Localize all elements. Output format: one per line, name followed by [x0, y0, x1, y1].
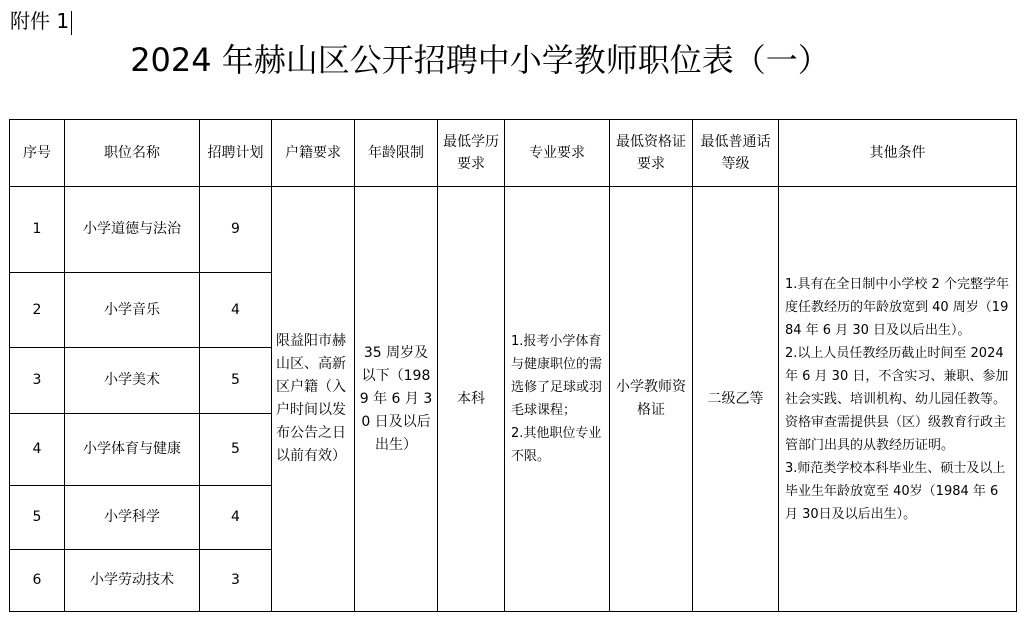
header-mandarin: 最低普通话等级: [693, 120, 779, 187]
text-cursor: [71, 11, 72, 35]
header-position: 职位名称: [65, 120, 200, 187]
row-no: 1: [10, 187, 65, 273]
row-no: 6: [10, 550, 65, 612]
certificate-requirement: 小学教师资格证: [610, 187, 693, 612]
other-conditions: [779, 187, 1017, 612]
major-item: 2.其他职位专业不限。: [511, 426, 602, 464]
page-title: 2024 年赫山区公开招聘中小学教师职位表（一）: [130, 41, 830, 79]
other-item: 1.具有在全日制中小学校 2 个完整学年度任教经历的年龄放宽到 40 周岁（1984 年 6 月 30 日及以后出生）。: [785, 276, 1009, 338]
row-no: 4: [10, 414, 65, 486]
header-other: 其他条件: [779, 120, 1017, 187]
header-education: 最低学历要求: [438, 120, 505, 187]
header-no: 序号: [10, 120, 65, 187]
row-plan: 4: [200, 273, 272, 348]
age-limit: 35 周岁及以下（1989 年 6 月 30 日及以后出生）: [355, 187, 438, 612]
positions-table: [9, 119, 1017, 612]
row-no: 5: [10, 486, 65, 550]
row-plan: 4: [200, 486, 272, 550]
row-position: 小学体育与健康: [65, 414, 200, 486]
header-major: 专业要求: [505, 120, 610, 187]
header-age: 年龄限制: [355, 120, 438, 187]
table-row: [10, 187, 1017, 273]
row-plan: 5: [200, 414, 272, 486]
other-item: 2.以上人员任教经历截止时间至 2024 年 6 月 30 日，不含实习、兼职、参加社会实践、培训机构、幼儿园任教等。资格审查需提供县（区）级教育行政主管部门出具的从教经历证明。: [785, 345, 1009, 453]
header-certificate: 最低资格证要求: [610, 120, 693, 187]
row-no: 3: [10, 348, 65, 414]
mandarin-level: 二级乙等: [693, 187, 779, 612]
row-position: 小学音乐: [65, 273, 200, 348]
other-item: 3.师范类学校本科毕业生、硕士及以上毕业生年龄放宽至 40岁（1984 年 6 月 30日及以后出生）。: [785, 460, 1006, 522]
row-no: 2: [10, 273, 65, 348]
table-header-row: [10, 120, 1017, 187]
household-requirement: 限益阳市赫山区、高新区户籍（入户时间以发布公告之日以前有效）: [272, 187, 355, 612]
row-plan: 9: [200, 187, 272, 273]
row-plan: 3: [200, 550, 272, 612]
row-position: 小学道德与法治: [65, 187, 200, 273]
education-requirement: 本科: [438, 187, 505, 612]
header-plan: 招聘计划: [200, 120, 272, 187]
attachment-label: 附件 1: [10, 8, 72, 35]
row-position: 小学美术: [65, 348, 200, 414]
header-household: 户籍要求: [272, 120, 355, 187]
major-requirement: [505, 187, 610, 612]
row-position: 小学科学: [65, 486, 200, 550]
major-item: 1.报考小学体育与健康职位的需选修了足球或羽毛球课程；: [511, 334, 603, 418]
row-plan: 5: [200, 348, 272, 414]
row-position: 小学劳动技术: [65, 550, 200, 612]
